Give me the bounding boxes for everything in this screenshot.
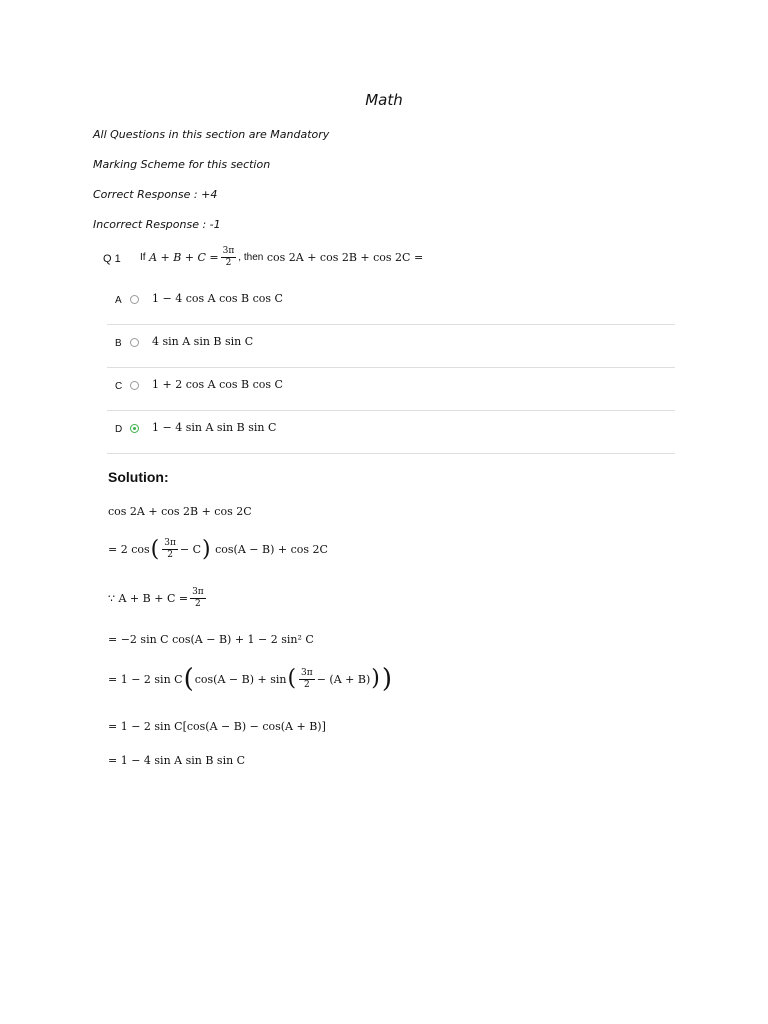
- step-5-fraction-denominator: 2: [304, 679, 310, 690]
- step-3-fraction-denominator: 2: [195, 599, 201, 609]
- solution-step-6: = 1 − 2 sin C[cos(A − B) − cos(A + B)]: [108, 720, 326, 733]
- step-2-middle: − C: [179, 543, 202, 556]
- step-5-after-fraction: − (A + B): [316, 672, 371, 686]
- option-d-letter: D: [115, 424, 123, 435]
- solution-step-4: = −2 sin C cos(A − B) + 1 − 2 sin² C: [108, 633, 314, 646]
- question-fraction: [221, 246, 237, 269]
- solution-step-7: = 1 − 4 sin A sin B sin C: [108, 754, 246, 767]
- solution-heading: Solution:: [108, 469, 169, 485]
- option-a-text: 1 − 4 cos A cos B cos C: [152, 292, 283, 305]
- step-3-fraction-numerator: 3π: [192, 587, 204, 597]
- solution-step-3: [108, 587, 208, 610]
- step-2-fraction: [162, 538, 178, 561]
- instruction-marking-scheme: Marking Scheme for this section: [93, 158, 271, 171]
- step-5-prefix: = 1 − 2 sin C: [108, 672, 183, 686]
- question-fraction-numerator: 3π: [222, 246, 235, 256]
- instruction-mandatory: All Questions in this section are Mandatory: [93, 128, 330, 141]
- question-number: Q 1: [103, 253, 121, 265]
- step-5-middle: cos(A − B) + sin: [194, 672, 287, 686]
- option-c-text: 1 + 2 cos A cos B cos C: [152, 378, 283, 391]
- option-d[interactable]: [107, 410, 675, 454]
- step-2-fraction-denominator: 2: [167, 550, 173, 560]
- question-if-word: If: [140, 252, 146, 263]
- step-3-fraction: [190, 587, 206, 610]
- section-title: Math: [365, 91, 403, 109]
- question-fraction-denominator: 2: [225, 258, 232, 268]
- option-c-letter: C: [115, 381, 123, 392]
- step-5-right-paren: ): [381, 664, 392, 694]
- solution-step-5: [108, 666, 393, 692]
- question-then-word: , then: [238, 252, 264, 263]
- step-5-fraction: [299, 668, 315, 691]
- option-b-radio[interactable]: [130, 338, 139, 347]
- question-lhs: A + B + C =: [149, 251, 219, 264]
- solution-step-2: [108, 538, 328, 561]
- question-rhs: cos 2A + cos 2B + cos 2C =: [266, 251, 424, 264]
- option-d-text: 1 − 4 sin A sin B sin C: [152, 421, 277, 434]
- step-2-right-paren: ): [202, 536, 211, 562]
- step-2-prefix: = 2 cos: [108, 543, 150, 556]
- option-a-radio[interactable]: [130, 295, 139, 304]
- option-d-radio-selected[interactable]: [130, 424, 139, 433]
- step-2-fraction-numerator: 3π: [164, 538, 176, 548]
- step-5-inner-left-paren: (: [287, 666, 297, 691]
- option-a[interactable]: [107, 281, 675, 325]
- step-5-fraction-numerator: 3π: [301, 667, 313, 678]
- step-2-left-paren: (: [150, 536, 160, 562]
- option-a-letter: A: [115, 295, 122, 306]
- step-5-inner-right-paren: ): [371, 666, 380, 691]
- option-b[interactable]: [107, 324, 675, 368]
- step-3-prefix: ∵ A + B + C =: [108, 592, 189, 605]
- solution-step-1: cos 2A + cos 2B + cos 2C: [108, 505, 252, 518]
- step-5-left-paren: (: [183, 664, 194, 694]
- step-2-suffix: cos(A − B) + cos 2C: [215, 543, 328, 556]
- instruction-correct-response: Correct Response : +4: [93, 188, 218, 201]
- option-b-letter: B: [115, 338, 122, 349]
- question-text: [140, 246, 423, 269]
- option-c-radio[interactable]: [130, 381, 139, 390]
- instruction-incorrect-response: Incorrect Response : -1: [93, 218, 221, 231]
- option-b-text: 4 sin A sin B sin C: [152, 335, 254, 348]
- option-c[interactable]: [107, 367, 675, 411]
